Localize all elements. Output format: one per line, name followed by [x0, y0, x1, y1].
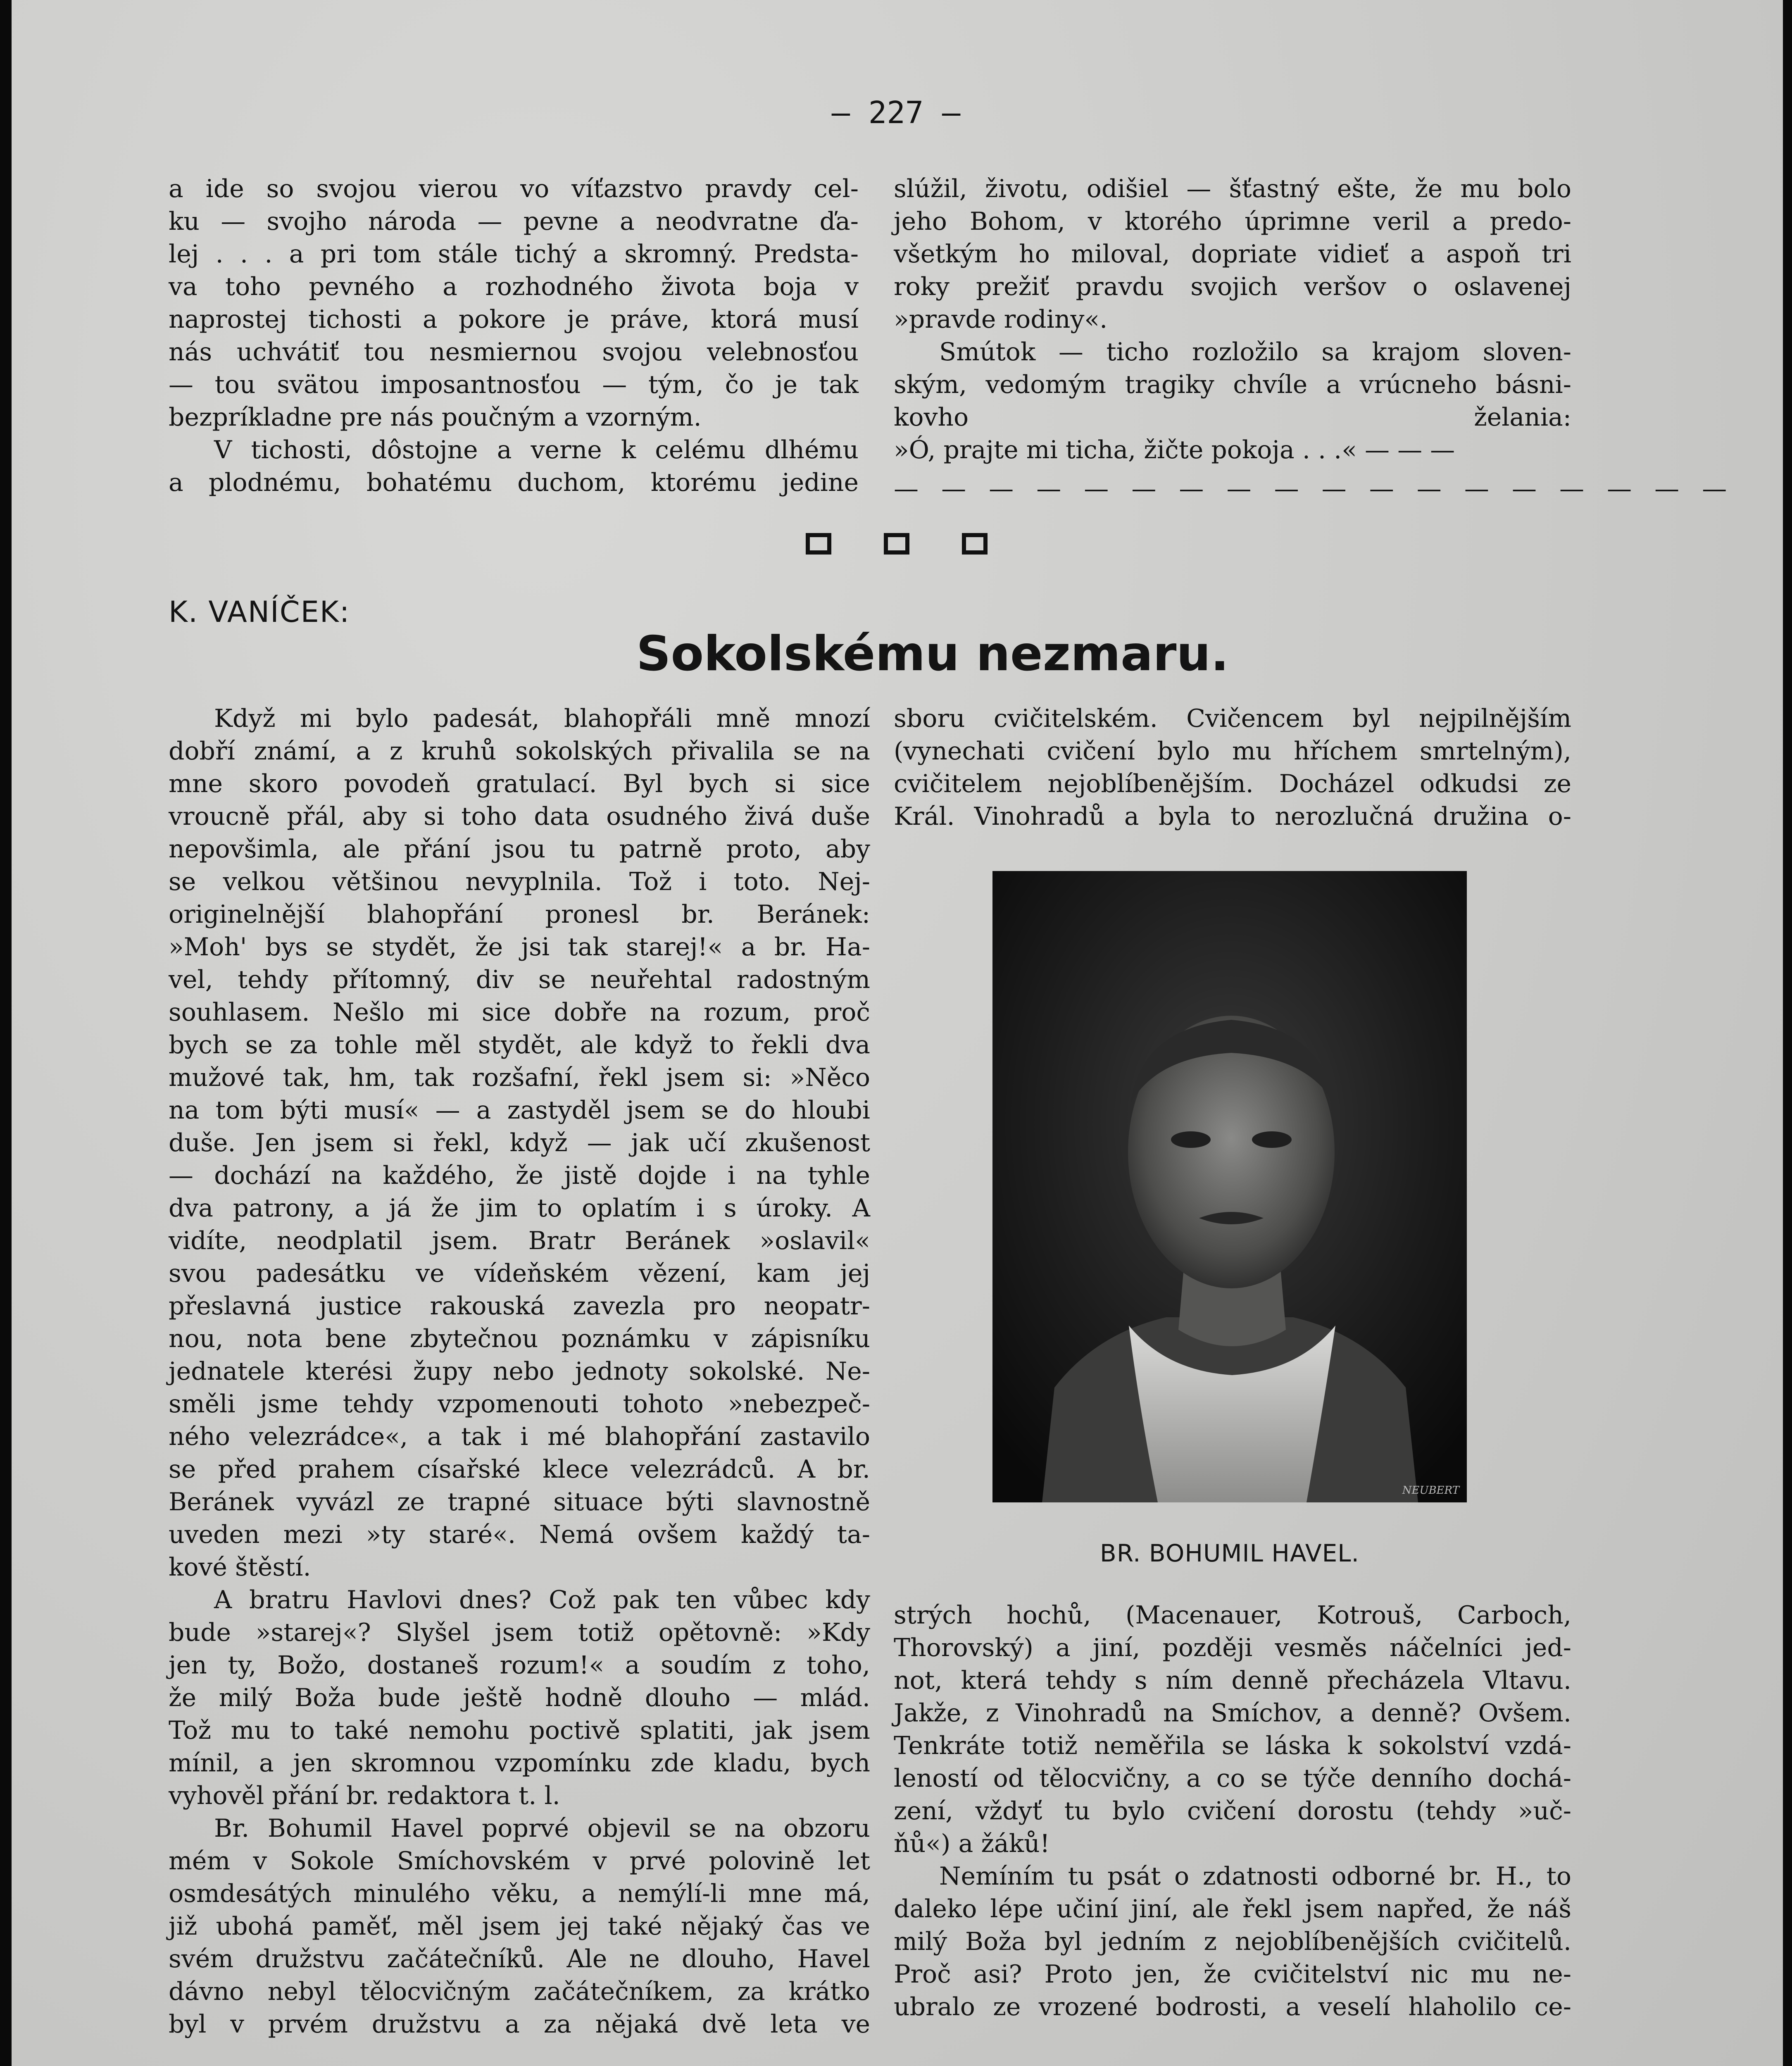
- text-line: leností od tělocvičny, a co se týče denního dochá-: [894, 1764, 1571, 1793]
- text-line: — dochází na každého, že jistě dojde i na tyhle: [169, 1161, 870, 1190]
- top-left-column: [169, 173, 859, 499]
- text-line: nepovšimla, ale přání jsou tu patrně proto, aby: [169, 835, 870, 864]
- text-line: Thorovský) a jiní, později vesměs náčelníci jed-: [894, 1633, 1571, 1662]
- text-line: lej . . . a pri tom stále tichý a skromný. Predsta-: [169, 240, 859, 269]
- text-line: Král. Vinohradů a byla to nerozlučná družina o-: [894, 802, 1571, 831]
- text-line: Beránek vyvázl ze trapné situace býti slavnostně: [169, 1488, 870, 1516]
- text-line: mém v Sokole Smíchovském v prvé polovině let: [169, 1847, 870, 1876]
- text-line: mínil, a jen skromnou vzpomínku zde kladu, bych: [169, 1749, 870, 1778]
- text-line: Tož mu to také nemohu poctivě splatiti, jak jsem: [169, 1716, 870, 1745]
- text-line: ubralo ze vrozené bodrosti, a veselí hlaholilo ce-: [894, 1992, 1571, 2021]
- separator-square-icon: [962, 533, 988, 555]
- text-line: ku — svojho národa — pevne a neodvratne ďa-: [169, 207, 859, 236]
- text-line: souhlasem. Nešlo mi sice dobře na rozum, proč: [169, 998, 870, 1027]
- text-line: mužové tak, hm, tak rozšafní, řekl jsem si: »Něco: [169, 1063, 870, 1092]
- scan-edge-left: [0, 0, 12, 2066]
- text-line: vyhověl přání br. redaktora t. l.: [169, 1781, 560, 1810]
- text-line: kovho želania:: [894, 403, 1571, 432]
- text-line: na tom býti musí« — a zastyděl jsem se do hloubi: [169, 1096, 870, 1125]
- text-line: byl v prvém družstvu a za nějaká dvě leta ve: [169, 2010, 870, 2039]
- text-line: ného velezrádce«, a tak i mé blahopřání zastavilo: [169, 1422, 870, 1451]
- text-line: daleko lépe učiní jiní, ale řekl jsem napřed, že náš: [894, 1895, 1571, 1923]
- text-line: ňů«) a žáků!: [894, 1829, 1050, 1858]
- text-line: již ubohá paměť, měl jsem jej také nějaký čas ve: [169, 1912, 870, 1941]
- text-line: jeho Bohom, v ktorého úprimne veril a predo-: [894, 207, 1571, 236]
- text-line: se před prahem císařské klece velezrádců. A br.: [169, 1455, 870, 1484]
- text-line: bude »starej«? Slyšel jsem totiž opětovně: »Kdy: [169, 1618, 870, 1647]
- page-number: — 227 —: [831, 95, 961, 131]
- text-line: roky prežiť pravdu svojich veršov o oslavenej: [894, 272, 1571, 301]
- text-line: uveden mezi »ty staré«. Nemá ovšem každý ta-: [169, 1520, 870, 1549]
- text-line: Když mi bylo padesát, blahopřáli mně mnozí: [214, 704, 870, 733]
- photo-signature: NEUBERT: [1402, 1484, 1459, 1497]
- text-line: va toho pevného a rozhodného života boja v: [169, 272, 859, 301]
- text-line: vroucně přál, aby si toho data osudného živá duše: [169, 802, 870, 831]
- right-upper-column: [894, 702, 1571, 833]
- text-line: Smútok — ticho rozložilo sa krajom sloven-: [939, 338, 1571, 367]
- text-line: přeslavná justice rakouská zavezla pro neopatr-: [169, 1292, 870, 1321]
- text-line: dobří známí, a z kruhů sokolských přivalila se na: [169, 737, 870, 766]
- text-line: svém družstvu začátečníků. Ale ne dlouho, Havel: [169, 1945, 870, 1973]
- text-line: bezpríkladne pre nás poučným a vzorným.: [169, 403, 702, 432]
- text-line: směli jsme tehdy vzpomenouti tohoto »nebezpeč-: [169, 1390, 870, 1419]
- separator-square-icon: [884, 533, 909, 555]
- article-author: K. VANÍČEK:: [169, 595, 350, 629]
- section-separator: [806, 533, 988, 555]
- text-line: zení, vždyť tu bylo cvičení dorostu (tehdy »uč-: [894, 1797, 1571, 1826]
- text-line: a ide so svojou vierou vo víťazstvo pravdy cel-: [169, 174, 859, 203]
- text-line: vidíte, neodplatil jsem. Bratr Beránek »oslavil«: [169, 1226, 870, 1255]
- text-line: dva patrony, a já že jim to oplatím i s úroky. A: [169, 1194, 870, 1223]
- text-line: Br. Bohumil Havel poprvé objevil se na obzoru: [214, 1814, 870, 1843]
- dash-line: — — — — — — — — — — — — — — — — — —: [894, 474, 1735, 503]
- text-line: V tichosti, dôstojne a verne k celému dlhému: [214, 436, 859, 464]
- article-title: Sokolskému nezmaru.: [636, 626, 1229, 682]
- text-line: nou, nota bene zbytečnou poznámku v zápisníku: [169, 1324, 870, 1353]
- text-line: bych se za tohle měl stydět, ale když to řekli dva: [169, 1031, 870, 1059]
- text-line: jednatele kterési župy nebo jednoty sokolské. Ne-: [169, 1357, 870, 1386]
- text-line: »Ó, prajte mi ticha, žičte pokoja . . .« — — —: [894, 436, 1455, 464]
- text-line: Proč asi? Proto jen, že cvičitelství nic mu ne-: [894, 1960, 1571, 1989]
- photo-caption: BR. BOHUMIL HAVEL.: [1100, 1539, 1359, 1567]
- text-line: »pravde rodiny«.: [894, 305, 1108, 334]
- main-left-column: [169, 702, 870, 2041]
- text-line: milý Boža byl jedním z nejoblíbenějších cvičitelů.: [894, 1927, 1571, 1956]
- text-line: mne skoro povodeň gratulací. Byl bych si sice: [169, 769, 870, 798]
- text-line: Tenkráte totiž neměřila se láska k sokolství vzdá-: [894, 1731, 1571, 1760]
- text-line: Nemíním tu psát o zdatnosti odborné br. H., to: [939, 1862, 1571, 1891]
- text-line: dávno nebyl tělocvičným začátečníkem, za krátko: [169, 1977, 870, 2006]
- text-line: všetkým ho miloval, dopriate vidieť a aspoň tri: [894, 240, 1571, 269]
- text-line: a plodnému, bohatému duchom, ktorému jedine: [169, 468, 859, 497]
- text-line: duše. Jen jsem si řekl, když — jak učí zkušenost: [169, 1128, 870, 1157]
- text-line: se velkou většinou nevyplnila. Tož i toto. Nej-: [169, 867, 870, 896]
- right-lower-column: [894, 1599, 1571, 2023]
- text-line: strých hochů, (Macenauer, Kotrouš, Carboch,: [894, 1601, 1571, 1630]
- text-line: sboru cvičitelském. Cvičencem byl nejpilnějším: [894, 704, 1571, 733]
- text-line: slúžil, životu, odišiel — šťastný ešte, že mu bolo: [894, 174, 1571, 203]
- text-line: svou padesátku ve vídeňském vězení, kam jej: [169, 1259, 870, 1288]
- text-line: osmdesátých minulého věku, a nemýlí-li mne má,: [169, 1879, 870, 1908]
- text-line: (vynechati cvičení bylo mu hříchem smrtelným),: [894, 737, 1571, 766]
- text-line: cvičitelem nejoblíbenějším. Docházel odkudsi ze: [894, 769, 1571, 798]
- text-line: A bratru Havlovi dnes? Což pak ten vůbec kdy: [214, 1585, 870, 1614]
- text-line: originelnější blahopřání pronesl br. Beránek:: [169, 900, 870, 929]
- text-line: naprostej tichosti a pokore je práve, ktorá musí: [169, 305, 859, 334]
- text-line: jen ty, Božo, dostaneš rozum!« a soudím z toho,: [169, 1651, 870, 1680]
- text-line: — tou svätou imposantnosťou — tým, čo je tak: [169, 370, 859, 399]
- text-line: nás uchvátiť tou nesmiernou svojou velebnosťou: [169, 338, 859, 367]
- scan-edge-right: [1783, 0, 1792, 2066]
- text-line: not, která tehdy s ním denně přecházela Vltavu.: [894, 1666, 1571, 1695]
- top-right-column: [894, 173, 1571, 467]
- separator-square-icon: [806, 533, 831, 555]
- text-line: »Moh' bys se stydět, že jsi tak starej!« a br. Ha-: [169, 933, 870, 962]
- text-line: vel, tehdy přítomný, div se neuřehtal radostným: [169, 965, 870, 994]
- text-line: Jakže, z Vinohradů na Smíchov, a denně? Ovšem.: [894, 1699, 1571, 1728]
- text-line: ským, vedomým tragiky chvíle a vrúcneho básni-: [894, 370, 1571, 399]
- text-line: že milý Boža bude ještě hodně dlouho — mlád.: [169, 1683, 870, 1712]
- portrait-photo: [992, 871, 1467, 1502]
- text-line: kové štěstí.: [169, 1553, 311, 1582]
